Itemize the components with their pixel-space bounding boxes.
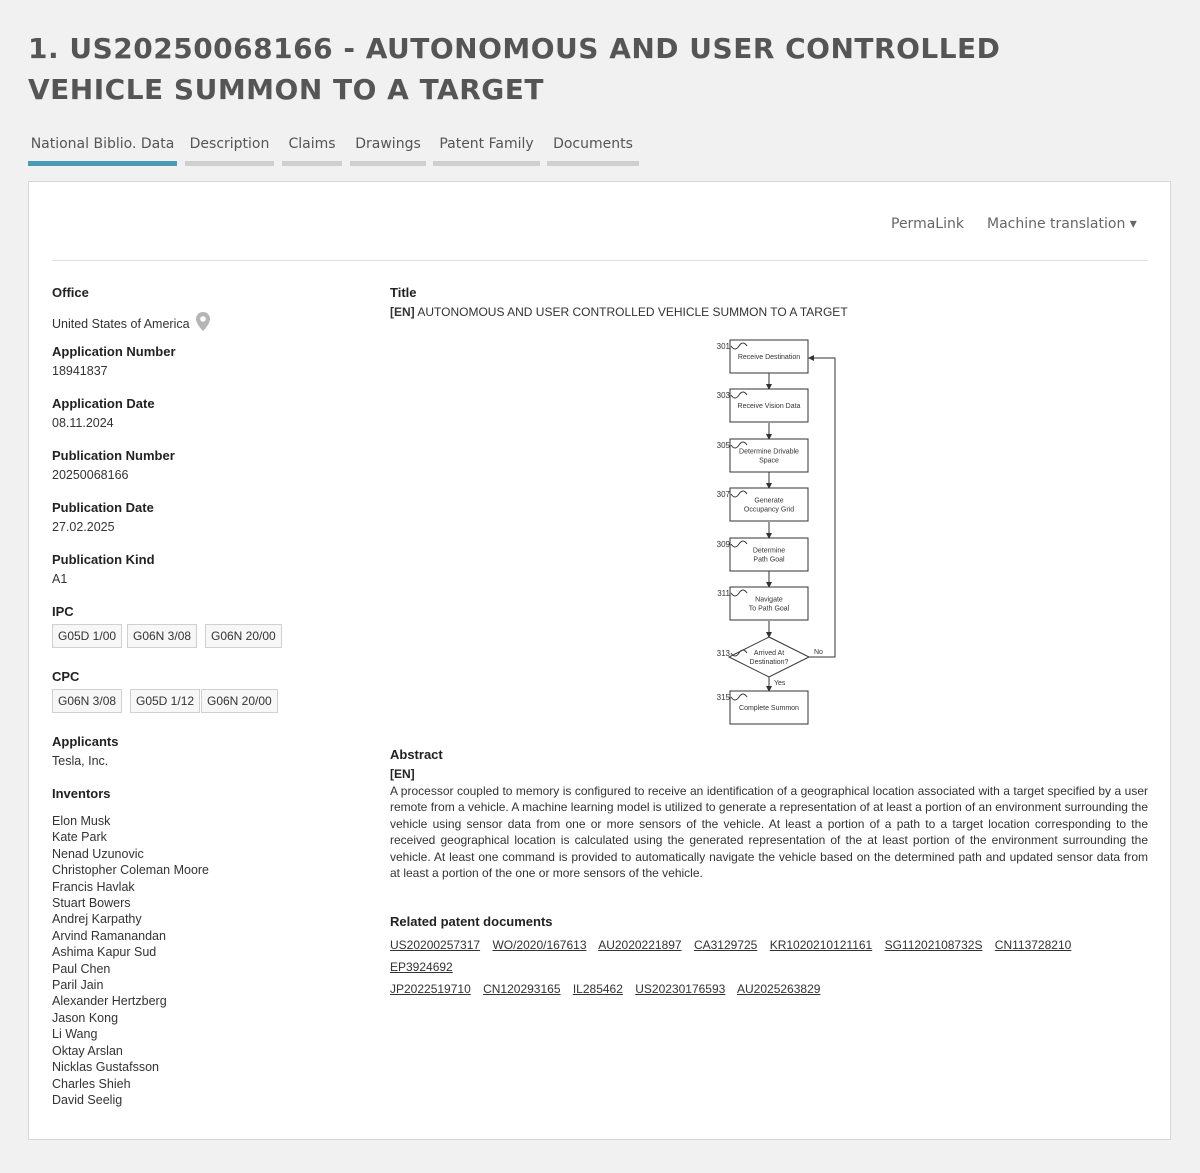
- tab-label: Drawings: [355, 136, 421, 152]
- tab-national-biblio-data[interactable]: [28, 134, 177, 166]
- inventor-name: Andrej Karpathy: [52, 912, 142, 927]
- cpc-code-chip[interactable]: G06N 20/00: [201, 689, 278, 713]
- cpc-label: CPC: [52, 669, 80, 684]
- cpc-code-chip[interactable]: G05D 1/12: [130, 689, 200, 713]
- flowchart-ref-number: 315: [716, 693, 730, 702]
- inventor-name: Stuart Bowers: [52, 896, 131, 911]
- permalink-link[interactable]: PermaLink: [891, 216, 964, 232]
- tab-indicator: [433, 161, 540, 166]
- related-document-link[interactable]: CN120293165: [483, 982, 561, 996]
- related-document-link[interactable]: WO/2020/167613: [492, 938, 587, 952]
- related-documents-list: [390, 934, 1150, 1000]
- related-document-link[interactable]: KR1020210121161: [769, 938, 873, 952]
- flowchart-step-text: Receive Destination: [737, 354, 801, 361]
- patent-drawing[interactable]: [694, 339, 874, 729]
- inventor-name: Jason Kong: [52, 1010, 119, 1025]
- tab-label: Patent Family: [439, 136, 534, 152]
- tab-documents[interactable]: [547, 134, 639, 166]
- related-document-link[interactable]: CA3129725: [693, 938, 758, 952]
- inventor-name: Li Wang: [52, 1027, 98, 1042]
- flowchart-step-box: [730, 587, 808, 620]
- biblio-panel: [28, 181, 1171, 1140]
- tab-description[interactable]: [185, 134, 274, 166]
- page-title: 1. US20250068166 - AUTONOMOUS AND USER CONTROLLED VEHICLE SUMMON TO A TARGET: [28, 32, 1001, 106]
- title-value: [390, 305, 848, 319]
- inventor-list: [52, 813, 209, 1108]
- ipc-code-chip[interactable]: G06N 3/08: [127, 624, 197, 648]
- related-document-link[interactable]: SG11202108732S: [884, 938, 983, 952]
- tab-indicator: [350, 161, 426, 166]
- flowchart-ref-number: 307: [716, 490, 730, 499]
- inventor-name: Charles Shieh: [52, 1076, 131, 1091]
- related-document-link[interactable]: AU2025263829: [737, 982, 821, 996]
- publication-date-value: 27.02.2025: [52, 520, 115, 534]
- related-document-link[interactable]: US20200257317: [390, 938, 481, 952]
- abstract-label: Abstract: [390, 747, 443, 762]
- inventor-name: David Seelig: [52, 1092, 123, 1107]
- title-label: Title: [390, 285, 417, 300]
- flowchart-step-text: Path Goal: [753, 556, 785, 564]
- inventor-name: Alexander Hertzberg: [52, 994, 167, 1009]
- tab-label: Description: [189, 136, 270, 152]
- machine-translation-dropdown[interactable]: Machine translation ▾: [987, 216, 1137, 232]
- inventor-name: Nenad Uzunovic: [52, 846, 144, 861]
- flowchart-step-text: Determine: [752, 547, 786, 555]
- tab-patent-family[interactable]: [433, 134, 540, 166]
- publication-kind-label: Publication Kind: [52, 552, 155, 567]
- ipc-label: IPC: [52, 604, 74, 619]
- related-document-link[interactable]: US20230176593: [635, 982, 726, 996]
- flowchart-step-text: Space: [759, 457, 779, 465]
- publication-number-label: Publication Number: [52, 448, 175, 463]
- related-document-link[interactable]: CN113728210: [994, 938, 1072, 952]
- inventor-name: Paul Chen: [52, 961, 111, 976]
- inventors-label: Inventors: [52, 786, 111, 801]
- inventor-name: Paril Jain: [52, 978, 104, 993]
- abstract-lang: [EN]: [390, 767, 415, 781]
- flowchart-step-box: [730, 488, 808, 521]
- publication-kind-value: A1: [52, 572, 68, 586]
- office-name: United States of America: [52, 317, 190, 331]
- flowchart-decision-text: Destination?: [749, 659, 789, 666]
- flowchart-step-text: Determine Drivable: [739, 448, 799, 456]
- application-date-label: Application Date: [52, 396, 155, 411]
- flowchart-step-text: Navigate: [755, 596, 783, 604]
- title-text: AUTONOMOUS AND USER CONTROLLED VEHICLE SUMMON TO A TARGET: [417, 305, 848, 319]
- flowchart-ref-number: 303: [716, 391, 730, 400]
- publication-date-label: Publication Date: [52, 500, 154, 515]
- decision-yes-label: Yes: [774, 680, 786, 687]
- cpc-code-chip[interactable]: G06N 3/08: [52, 689, 122, 713]
- tab-label: National Biblio. Data: [30, 136, 175, 152]
- inventor-name: Kate Park: [52, 830, 107, 845]
- inventor-name: Ashima Kapur Sud: [52, 945, 157, 960]
- flowchart-ref-number: 309: [716, 540, 730, 549]
- tab-indicator: [547, 161, 639, 166]
- tab-label: Documents: [553, 136, 633, 152]
- flowchart-ref-number: 313: [716, 649, 730, 658]
- flowchart-step-text: Generate: [754, 497, 784, 505]
- office-label: Office: [52, 285, 89, 300]
- inventor-name: Elon Musk: [52, 814, 111, 828]
- application-number-label: Application Number: [52, 344, 176, 359]
- flowchart-decision-text: Arrived At: [753, 650, 785, 657]
- inventor-name: Oktay Arslan: [52, 1043, 123, 1058]
- abstract-text: A processor coupled to memory is configured to receive an identification of a geographical location associated with a target specified by a user remote from a vehicle. A machine learning model is utilized to generate a representation of at least a portion of an environment surrounding the vehicle using sensor data from one or more sensors of the vehicle. At least a portion of a path to a target location corresponding to the received geographical location is calculated using the generated representation of the at least portion of the environment surrounding the vehicle. At least one command is provided to automatically navigate the vehicle based on the determined path and updated sensor data from at least a portion of the one or more sensors of the vehicle.: [390, 784, 1148, 881]
- tab-indicator: [28, 161, 177, 166]
- ipc-code-chip[interactable]: G05D 1/00: [52, 624, 122, 648]
- inventor-name: Nicklas Gustafsson: [52, 1060, 159, 1075]
- applicants-label: Applicants: [52, 734, 119, 749]
- flowchart-step-box: [730, 538, 808, 571]
- flowchart-step-text: Receive Vision Data: [737, 403, 801, 410]
- inventor-name: Francis Havlak: [52, 879, 135, 894]
- flowchart-decision-diamond: [729, 637, 809, 677]
- tab-label: Claims: [288, 136, 336, 152]
- flowchart-ref-number: 305: [716, 441, 730, 450]
- inventor-name: Christopher Coleman Moore: [52, 863, 210, 878]
- related-document-link[interactable]: AU2020221897: [598, 938, 682, 952]
- related-document-link[interactable]: IL285462: [572, 982, 623, 996]
- related-documents-label: Related patent documents: [390, 914, 553, 929]
- divider: [52, 260, 1148, 261]
- related-document-link[interactable]: EP3924692: [390, 960, 453, 974]
- tab-drawings[interactable]: [350, 134, 426, 166]
- flowchart-step-box: [730, 439, 808, 472]
- application-date-value: 08.11.2024: [52, 416, 114, 430]
- title-lang: [EN]: [390, 305, 415, 319]
- inventor-name: Arvind Ramanandan: [52, 928, 166, 943]
- decision-no-label: No: [814, 649, 823, 656]
- related-document-link[interactable]: JP2022519710: [390, 982, 471, 996]
- publication-number-value: 20250068166: [52, 468, 129, 482]
- tab-indicator: [282, 161, 342, 166]
- flowchart-ref-number: 301: [716, 342, 730, 351]
- applicants-value: Tesla, Inc.: [52, 754, 109, 768]
- office-value: [52, 311, 211, 335]
- ipc-code-chip[interactable]: G06N 20/00: [205, 624, 282, 648]
- flowchart-step-text: Occupancy Grid: [743, 506, 795, 514]
- application-number-value: 18941837: [52, 364, 108, 378]
- flowchart-ref-number: 311: [717, 589, 730, 598]
- tab-indicator: [185, 161, 274, 166]
- flowchart-final-text: Complete Summon: [739, 705, 799, 712]
- map-pin-icon[interactable]: [195, 311, 211, 335]
- tab-claims[interactable]: [282, 134, 342, 166]
- flowchart-step-text: To Path Goal: [748, 605, 790, 613]
